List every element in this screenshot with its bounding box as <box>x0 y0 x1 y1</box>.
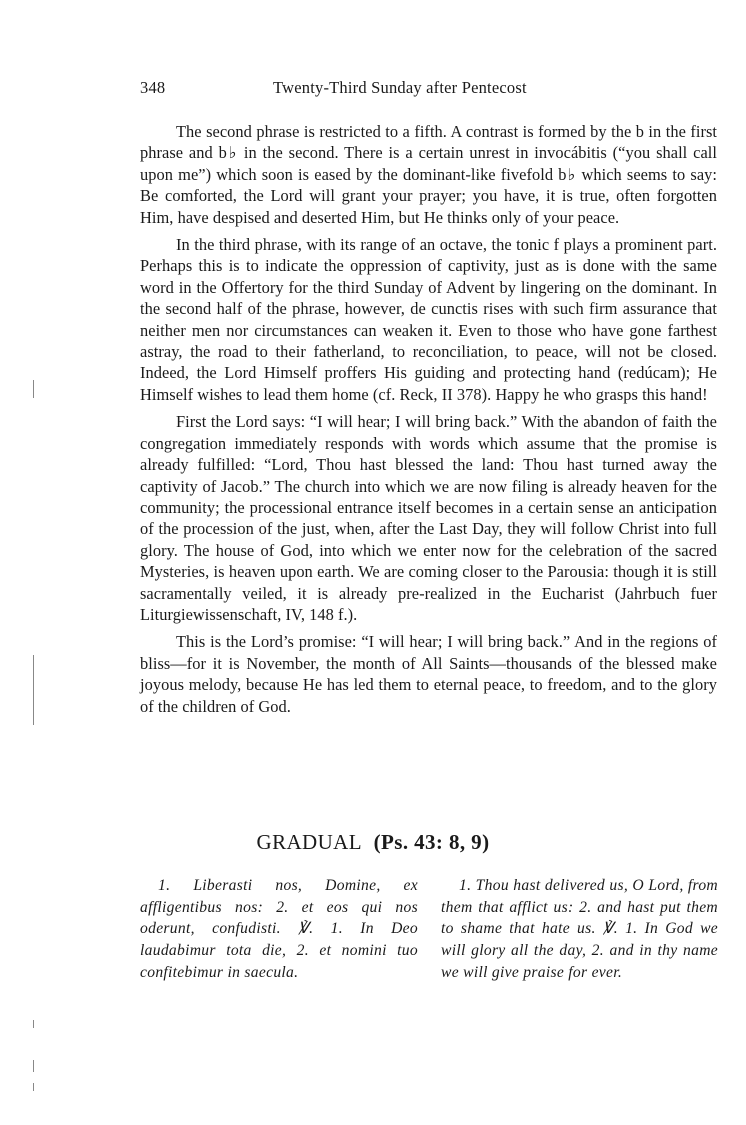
paragraph-2: In the third phrase, with its range of an octave, the tonic f plays a prominent part. Perhaps this is to indicate the oppression of captivity, just as is done with the same word in the Offertory for the third Sunday of Advent by lingering on the dominant. In the second half of the phrase, however, de cunctis rises with such firm assurance that neither men nor circumstances can weaken it. Even to those who have gone farthest astray, the road to their fatherland, to reconciliation, to peace, will not be closed. Indeed, the Lord Himself proffers His guiding and protecting hand (redúcam); He Himself wishes to lead them home (cf. Reck, II 378). Happy he who grasps this hand! <box>140 235 717 404</box>
gradual-english-column <box>441 875 718 984</box>
gradual-title: GRADUAL <box>256 830 362 854</box>
margin-mark <box>33 655 34 725</box>
page-header <box>140 78 580 100</box>
gradual-reference: (Ps. 43: 8, 9) <box>373 830 490 854</box>
running-title: Twenty-Third Sunday after Pentecost <box>273 78 527 97</box>
gradual-english-text: 1. Thou hast delivered us, O Lord, from them that afflict us: 2. and hast put them to shame that hate us. ℣. 1. In God we will glory all the day, 2. and in thy name we will give praise for ever. <box>441 877 718 981</box>
margin-mark <box>33 1060 34 1072</box>
gradual-latin-text: 1. Liberasti nos, Domine, ex affligentibus nos: 2. et eos qui nos oderunt, confudisti. ℣. 1. In Deo laudabimur tota die, 2. et nomini tuo confitebimur in saecula. <box>140 877 418 981</box>
paragraph-4: This is the Lord’s promise: “I will hear; I will bring back.” And in the regions of bliss—for it is November, the month of All Saints—thousands of the blessed make joyous melody, because He has led them to eternal peace, to freedom, and to the glory of the children of God. <box>140 632 717 716</box>
scan-margin-marks <box>33 0 35 1125</box>
paragraph-3: First the Lord says: “I will hear; I will bring back.” With the abandon of faith the congregation immediately responds with words which assume that the promise is already fulfilled: “Lord, Thou hast blessed the land: Thou hast turned away the captivity of Jacob.” The church into which we are now filing is already heaven for the community; the processional entrance itself becomes in a certain sense an anticipation of the procession of the just, when, after the Last Day, they will follow Christ into full glory. The house of God, into which we enter now for the celebration of the sacred Mysteries, is heaven upon earth. We are coming closer to the Parousia: though it is still sacramentally veiled, it is already pre-realized in the Eucharist (Jahrbuch fuer Liturgiewissenschaft, IV, 148 f.). <box>140 412 717 624</box>
gradual-heading <box>0 830 746 855</box>
body-text <box>140 121 717 723</box>
page-number: 348 <box>140 78 166 97</box>
margin-mark <box>33 1083 34 1091</box>
gradual-latin-column <box>140 875 418 984</box>
margin-mark <box>33 380 34 398</box>
margin-mark <box>33 1020 34 1028</box>
paragraph-1: The second phrase is restricted to a fifth. A contrast is formed by the b in the first phrase and b♭ in the second. There is a certain unrest in invocábitis (“you shall call upon me”) which soon is eased by the dominant-like fivefold b♭ which seems to say: Be comforted, the Lord will grant your prayer; you have, it is true, often forgotten Him, have despised and deserted Him, but He thinks only of your peace. <box>140 122 717 227</box>
